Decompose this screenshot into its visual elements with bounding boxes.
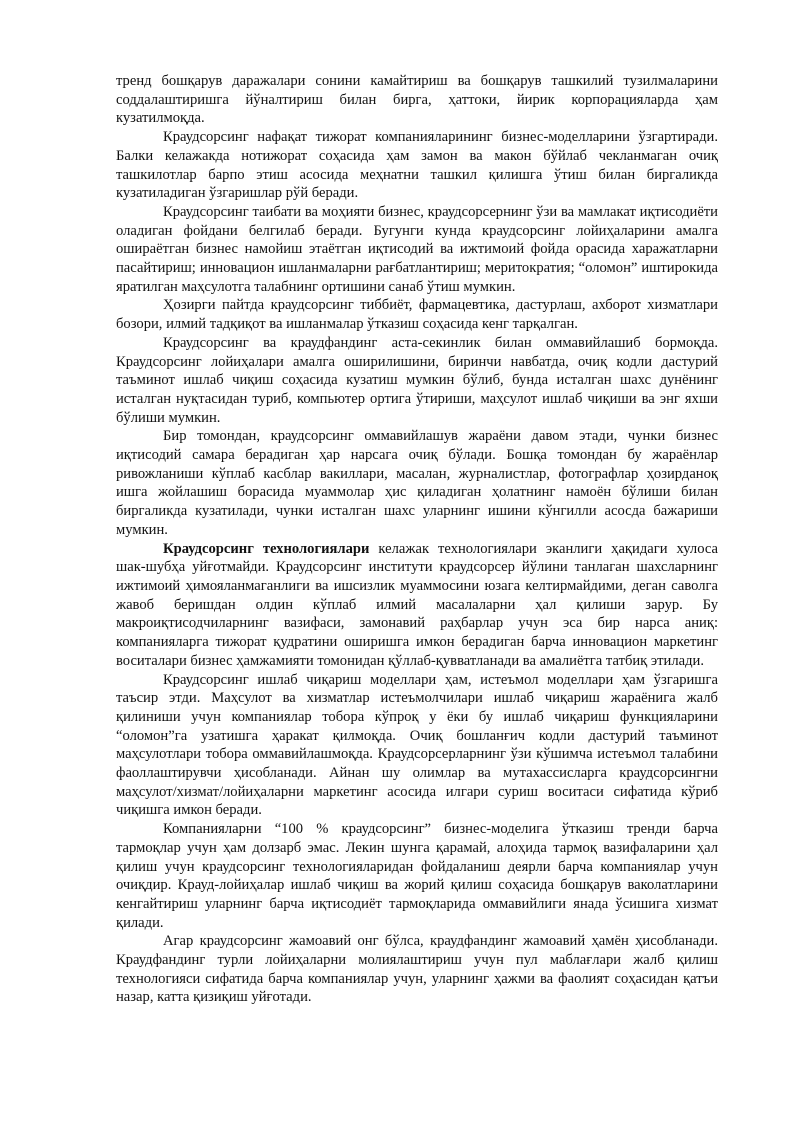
paragraph-text: Бир томондан, краудсорсинг оммавийлашув жараёни давом этади, чунки бизнес иқтисодий самара берадиган ҳар нарсага очиқ бўлади. Бошқа томондан бу жараёнлар ривожланиши кўплаб касблар вакиллари, масалан, журналистлар, фотографлар ҳозирданоқ ишга жойлашиш борасида муаммолар ҳис қиладиган ҳолатнинг намоён бўлиши билан биргаликда кузатилади, чунки исталган шахс уларнинг ишини кўнгилли асосда бажариши мумкин. bbox=[116, 428, 718, 538]
paragraph-4 bbox=[116, 296, 718, 333]
paragraph-1 bbox=[116, 72, 718, 128]
paragraph-text: Компанияларни “100 % краудсорсинг” бизнес-моделига ўтказиш тренди барча тармоқлар учун ҳам долзарб эмас. Лекин шунга қарамай, алоҳида тармоқ вазифаларини ҳал қилиш учун краудсорсинг технологияларидан фойдаланиш деярли барча компаниялар учун очиқдир. Крауд-лойиҳалар ишлаб чиқиш ва жорий қилиш соҳасида бошқарув ваколатларини кенгайтириш уларнинг барча иқтисодиёт тармоқларида оммавийлиги янада ўсишига хизмат қилади. bbox=[116, 821, 718, 931]
paragraph-text: Агар краудсорсинг жамоавий онг бўлса, краудфандинг жамоавий ҳамён ҳисобланади. Краудфандинг турли лойиҳаларни молиялаштириш учун пул маблағлари жалб қилиш технологияси сифатида барча компаниялар учун, уларнинг ҳажми ва фаолият соҳасидан қатъи назар, катта қизиқиш уйғотади. bbox=[116, 933, 718, 1006]
paragraph-6 bbox=[116, 427, 718, 539]
paragraph-text: тренд бошқарув даражалари сонини камайтириш ва бошқарув ташкилий тузилмаларини соддалаштиришга йўналтириш билан бирга, ҳаттоки, йирик корпорацияларда ҳам кузатилмоқда. bbox=[116, 73, 718, 127]
paragraph-text: Ҳозирги пайтда краудсорсинг тиббиёт, фармацевтика, дастурлаш, ахборот хизматлари бозори, илмий тадқиқот ва ишланмалар ўтказиш соҳасида кенг тарқалган. bbox=[116, 297, 718, 333]
paragraph-text: Краудсорсинг нафақат тижорат компанияларининг бизнес-моделларини ўзгартиради. Балки келажакда нотижорат соҳасида ҳам замон ва макон бўйлаб чекланмаган очиқ ташкилотлар барпо этиш асосида меҳнатни ташкил қилишга ўтиш билан биргаликда кузатиладиган ўзгаришлар рўй беради. bbox=[116, 129, 718, 202]
paragraph-text: Краудсорсинг ишлаб чиқариш моделлари ҳам, истеъмол моделлари ҳам ўзгаришга таъсир этди. Маҳсулот ва хизматлар истеъмолчилари ишлаб чиқариш жараёнига жалб қилиниши учун компаниялар тобора кўпроқ у ёки бу ишлаб чиқариш функцияларини “оломон”га узатишга ҳаракат қилмоқда. Очиқ бошланғич кодли дастурий таъминот маҳсулотлари тобора оммавийлашмоқда. Краудсорсерларнинг ўзи кўшимча истеъмол талабини фаоллаштирувчи ҳисобланади. Айнан шу олимлар ва мутахассисларга краудсорсингни маҳсулот/хизмат/лойиҳаларни маркетинг асосида илгари суриш воситаси сифатида кўриб чиқишга имкон беради. bbox=[116, 671, 718, 819]
paragraph-5 bbox=[116, 334, 718, 428]
paragraph-3 bbox=[116, 203, 718, 297]
bold-term: Краудсорсинг технологиялари bbox=[163, 540, 370, 557]
paragraph-text: Краудсорсинг таибати ва моҳияти бизнес, краудсорсернинг ўзи ва мамлакат иқтисодиёти оладиган фойдани белгилаб беради. Бугунги кунда краудсорсинг лойиҳаларини амалга ошираётган бизнес намойиш этаётган иқтисодий ва ижтимоий фойда орасида харажатларни пасайтириш; инновацион ишланмаларни рағбатлантириш; меритократия; “оломон” иштирокида яратилган маҳсулотга талабнинг ортишини санаб ўтиш мумкин. bbox=[116, 203, 718, 295]
paragraph-text: Краудсорсинг ва краудфандинг аста-секинлик билан оммавийлашиб бормоқда. Краудсорсинг лойиҳалари амалга оширилишини, биринчи навбатда, очиқ кодли дастурий таъминот ишлаб чиқиш соҳасида кузатиш мумкин бўлиб, бунда исталган шахс дунёнинг исталган нуқтасидан туриб, компьютер ортига ўтириши, маҳсулот ишлаб чиқиши ва энг яхши бўлиши мумкин. bbox=[116, 334, 718, 426]
paragraph-10 bbox=[116, 932, 718, 1007]
paragraph-2 bbox=[116, 128, 718, 203]
paragraph-8 bbox=[116, 671, 718, 821]
paragraph-7 bbox=[116, 540, 718, 671]
paragraph-9 bbox=[116, 820, 718, 932]
paragraph-text: келажак технологиялари эканлиги ҳақидаги хулоса шак-шубҳа уйғотмайди. Краудсорсинг институти краудсорсер йўлини танлаган шахсларнинг ижтимоий ҳимояланмаганлиги ва ишсизлик муаммосини юзага келтирмайдими, деган саволга жавоб беришдан олдин кўплаб илмий масалаларни ҳал қилиши зарур. Бу макроиқтисодчиларнинг вазифаси, замонавий раҳбарлар учун эса бир нарса аниқ: компанияларга тижорат қудратини оширишга имкон берадиган барча инновацион маркетинг воситалари бизнес ҳамжамияти томонидан қўллаб-қувватланади ва амалиётга татбиқ этилади. bbox=[116, 540, 719, 669]
document-page bbox=[116, 72, 718, 1007]
